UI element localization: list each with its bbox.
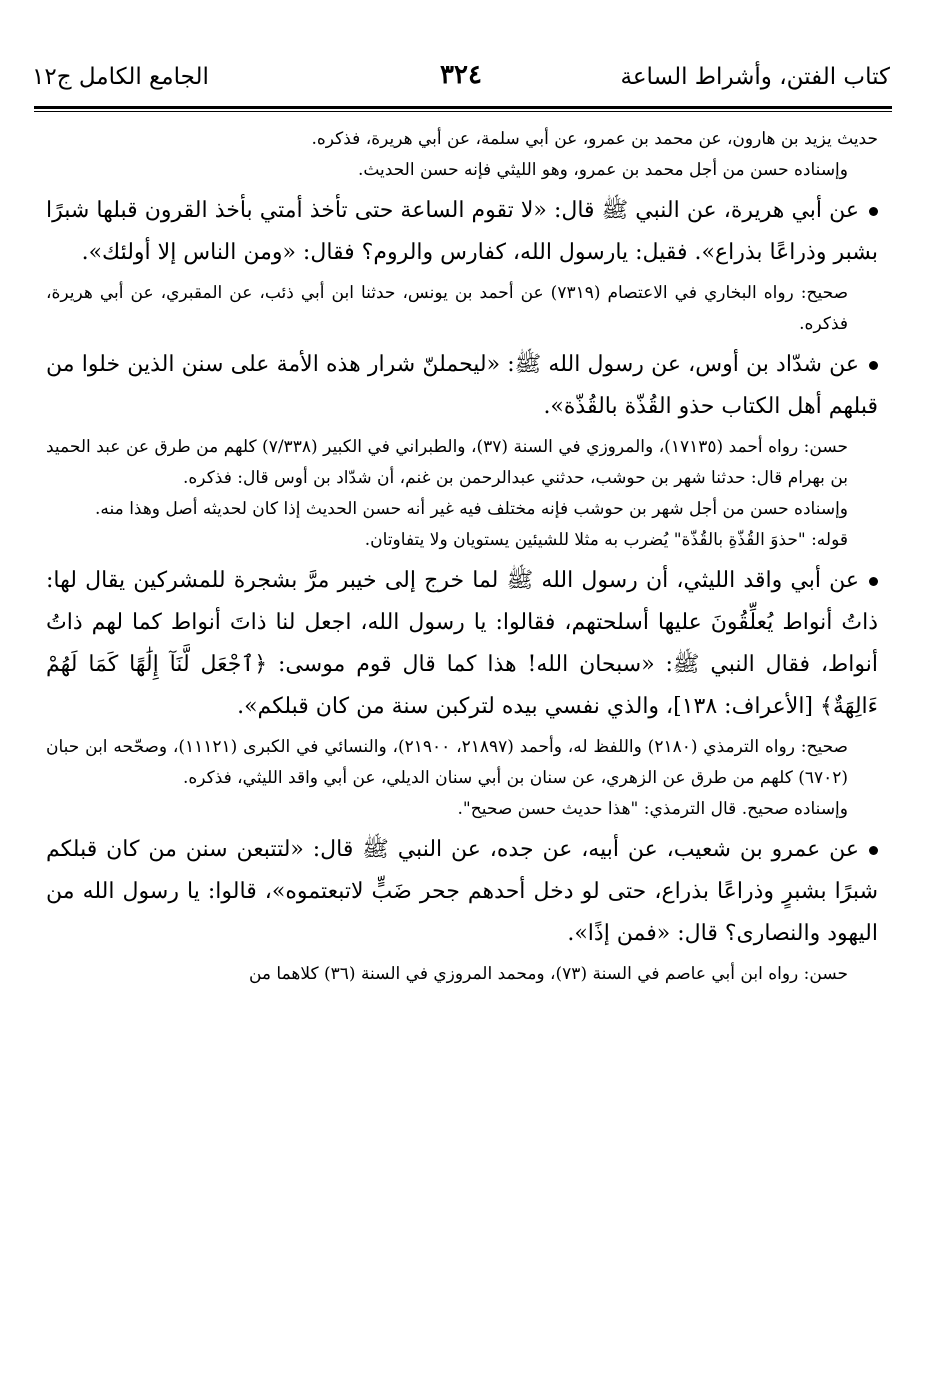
bullet-icon	[869, 361, 878, 370]
header-rule-thin	[34, 111, 892, 112]
takhrij-note: حديث يزيد بن هارون، عن محمد بن عمرو، عن أبي سلمة، عن أبي هريرة، فذكره.	[311, 129, 878, 149]
hadith-paragraph	[46, 190, 878, 274]
explanation-note: قوله: "حذوَ القُذّةِ بالقُذّة" يُضرب به مثلا للشيئين يستويان ولا يتفاوتان.	[364, 530, 848, 550]
page-header	[32, 58, 890, 104]
header-page-number: ٣٢٤	[440, 60, 482, 90]
bullet-icon	[869, 846, 878, 855]
takhrij-note: صحيح: رواه البخاري في الاعتصام (٧٣١٩) عن أحمد بن يونس، حدثنا ابن أبي ذئب، عن المقبري، عن أبي هريرة، فذكره.	[46, 283, 849, 334]
hadith-text: عن أبي واقد الليثي، أن رسول الله ﷺ لما خرج إلى خيبر مرَّ بشجرة للمشركين يقال لها: ذاتُ أنواط يُعلِّقُونَ عليها أسلحتهم، فقالوا: يا رسول الله، اجعل لنا ذاتَ أنواط كما لهم ذاتُ أنواط، فقال النبي ﷺ: «سبحان الله! هذا كما قال قوم موسى: ﴿ٱجْعَل لَّنَآ إِلَٰهًا كَمَا لَهُمْ ءَالِهَةٌ﴾ [الأعراف: ١٣٨]، والذي نفسي بيده لتركبن سنة من كان قبلكم».	[46, 568, 878, 719]
bullet-icon	[869, 577, 878, 586]
takhrij-note: حسن: رواه أحمد (١٧١٣٥)، والمروزي في السنة (٣٧)، والطبراني في الكبير (٧/٣٣٨) كلهم من طرق عن عبد الحميد بن بهرام قال: حدثنا شهر بن حوشب، حدثني عبدالرحمن بن غنم، أن شدّاد بن أوس قال: فذكره.	[46, 437, 848, 488]
isnad-note: وإسناده حسن من أجل شهر بن حوشب فإنه مختلف فيه غير أنه حسن الحديث إذا كان لحديثه أصل وهذا منه.	[95, 499, 848, 519]
takhrij-note: صحيح: رواه الترمذي (٢١٨٠) واللفظ له، وأحمد (٢١٨٩٧، ٢١٩٠٠)، والنسائي في الكبرى (١١١٢١)، وصحّحه ابن حبان (٦٧٠٢) كلهم من طرق عن الزهري، عن سنان بن أبي سنان الديلي، عن أبي واقد الليثي، فذكره.	[46, 737, 848, 788]
hadith-text: عن أبي هريرة، عن النبي ﷺ قال: «لا تقوم الساعة حتى تأخذ أمتي بأخذ القرون قبلها شبرًا بشبر وذراعًا بذراع». فقيل: يارسول الله، كفارس والروم؟ فقال: «ومن الناس إلا أولئك».	[46, 198, 878, 265]
hadith-paragraph	[46, 344, 878, 428]
hadith-paragraph	[46, 560, 878, 728]
header-rule	[34, 106, 892, 109]
header-section-title: كتاب الفتن، وأشراط الساعة	[620, 64, 890, 90]
takhrij-note: حسن: رواه ابن أبي عاصم في السنة (٧٣)، ومحمد المروزي في السنة (٣٦) كلاهما من	[248, 964, 848, 984]
page-body	[46, 124, 878, 1361]
isnad-note: وإسناده صحيح. قال الترمذي: "هذا حديث حسن صحيح".	[457, 799, 848, 819]
hadith-text: عن شدّاد بن أوس، عن رسول الله ﷺ: «ليحملنّ شرار هذه الأمة على سنن الذين خلوا من قبلهم أهل الكتاب حذو القُذّة بالقُذّة».	[46, 352, 878, 419]
header-book-title: الجامع الكامل ج١٢	[32, 64, 209, 90]
isnad-note: وإسناده حسن من أجل محمد بن عمرو، وهو الليثي فإنه حسن الحديث.	[357, 160, 848, 180]
hadith-paragraph	[46, 829, 878, 955]
bullet-icon	[869, 207, 878, 216]
hadith-text: عن عمرو بن شعيب، عن أبيه، عن جده، عن النبي ﷺ قال: «لتتبعن سنن من كان قبلكم شبرًا بشبرٍ وذراعًا بذراع، حتى لو دخل أحدهم جحر ضَبٍّ لاتبعتموه»، قالوا: يا رسول الله من اليهود والنصارى؟ قال: «فمن إذًا».	[46, 837, 878, 946]
